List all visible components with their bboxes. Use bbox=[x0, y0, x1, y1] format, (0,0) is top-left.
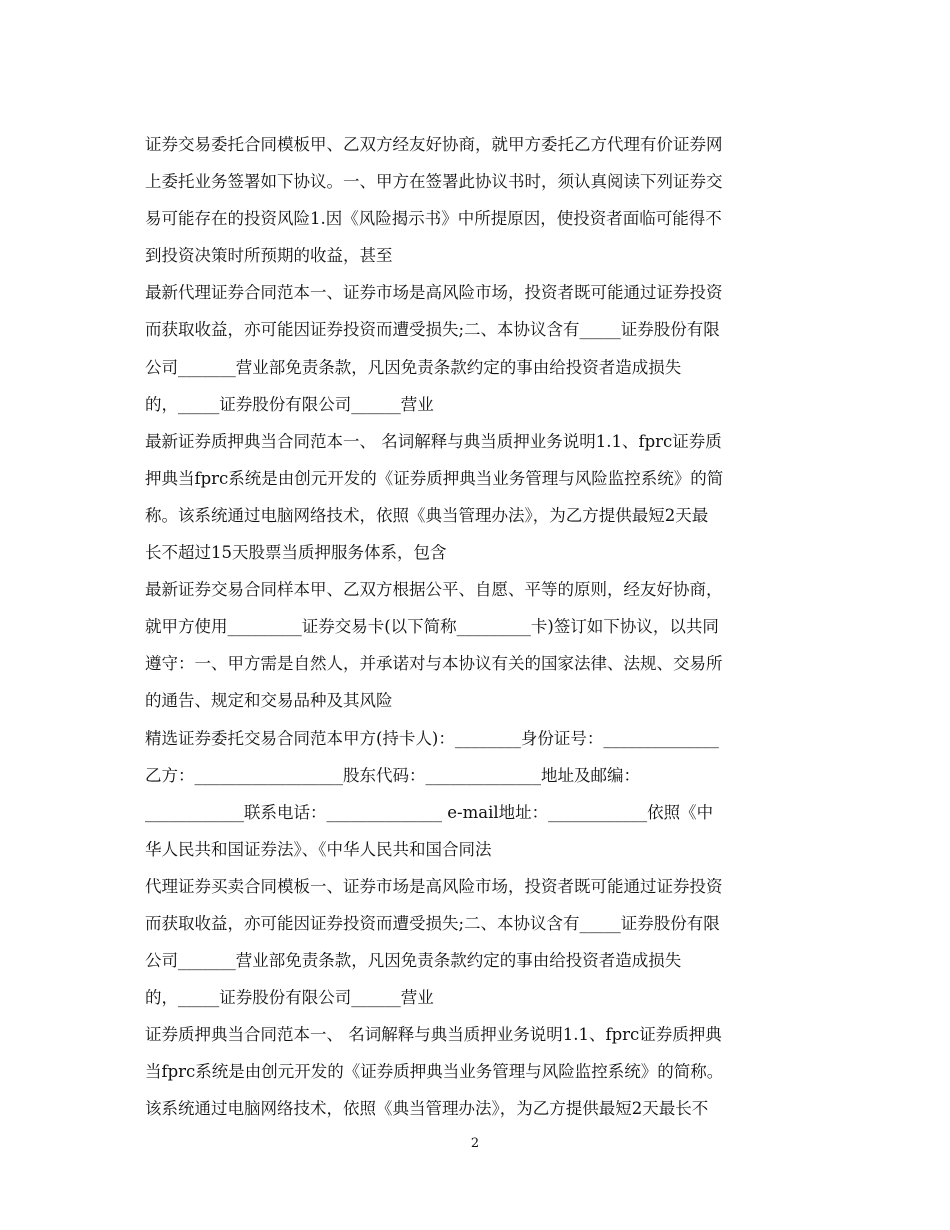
text-line: 而获取收益，亦可能因证券投资而遭受损失;二、本协议含有_____证券股份有限 bbox=[145, 913, 720, 933]
text-line: 押典当fprc系统是由创元开发的《证券质押典当业务管理与风险监控系统》的简 bbox=[145, 468, 724, 488]
text-line: 公司_______营业部免责条款，凡因免责条款约定的事由给投资者造成损失 bbox=[145, 357, 682, 377]
text-line: 称。该系统通过电脑网络技术，依照《典当管理办法》，为乙方提供最短2天最 bbox=[145, 505, 709, 525]
text-line: 当fprc系统是由创元开发的《证券质押典当业务管理与风险监控系统》的简称。 bbox=[145, 1062, 724, 1082]
text-line: 而获取收益，亦可能因证券投资而遭受损失;二、本协议含有_____证券股份有限 bbox=[145, 320, 720, 340]
text-line: 公司_______营业部免责条款，凡因免责条款约定的事由给投资者造成损失 bbox=[145, 951, 682, 971]
text-line: 代理证券买卖合同模板一、证券市场是高风险市场，投资者既可能通过证券投资 bbox=[145, 876, 723, 896]
page-number: 2 bbox=[470, 1136, 480, 1151]
text-line: 到投资决策时所预期的收益，甚至 bbox=[145, 246, 393, 266]
text-line: 最新证券质押典当合同范本一、 名词解释与典当质押业务说明1.1、fprc证券质 bbox=[145, 431, 722, 451]
text-line: 遵守：一、甲方需是自然人，并承诺对与本协议有关的国家法律、法规、交易所 bbox=[145, 654, 723, 674]
text-line: ____________联系电话：______________ e-mail地址：____________依照《中 bbox=[145, 802, 714, 822]
text-line: 华人民共和国证券法》、《中华人民共和国合同法 bbox=[145, 839, 492, 859]
document-body bbox=[145, 126, 810, 1128]
text-line: 证券质押典当合同范本一、 名词解释与典当质押业务说明1.1、fprc证券质押典 bbox=[145, 1025, 722, 1045]
text-line: 精选证券委托交易合同范本甲方(持卡人)：________身份证号：______________ bbox=[145, 728, 719, 748]
text-line: 该系统通过电脑网络技术，依照《典当管理办法》，为乙方提供最短2天最长不 bbox=[145, 1099, 709, 1119]
text-line: 长不超过15天股票当质押服务体系，包含 bbox=[145, 543, 447, 563]
text-line: 上委托业务签署如下协议。一、甲方在签署此协议书时，须认真阅读下列证券交 bbox=[145, 172, 723, 192]
text-line: 证券交易委托合同模板甲、乙双方经友好协商，就甲方委托乙方代理有价证券网 bbox=[145, 135, 723, 154]
text-line: 就甲方使用_________证券交易卡(以下简称_________卡)签订如下协议，以共同 bbox=[145, 617, 719, 637]
text-line: 的，_____证券股份有限公司______营业 bbox=[145, 394, 434, 414]
text-line: 的，_____证券股份有限公司______营业 bbox=[145, 988, 434, 1008]
text-line: 的通告、规定和交易品种及其风险 bbox=[145, 691, 393, 711]
text-line: 乙方：__________________股东代码：______________地址及邮编： bbox=[145, 765, 640, 785]
text-line: 最新代理证券合同范本一、证券市场是高风险市场，投资者既可能通过证券投资 bbox=[145, 283, 723, 303]
text-line: 最新证券交易合同样本甲、乙双方根据公平、自愿、平等的原则，经友好协商， bbox=[145, 580, 723, 600]
text-line: 易可能存在的投资风险1.因《风险揭示书》中所提原因，使投资者面临可能得不 bbox=[145, 209, 722, 229]
